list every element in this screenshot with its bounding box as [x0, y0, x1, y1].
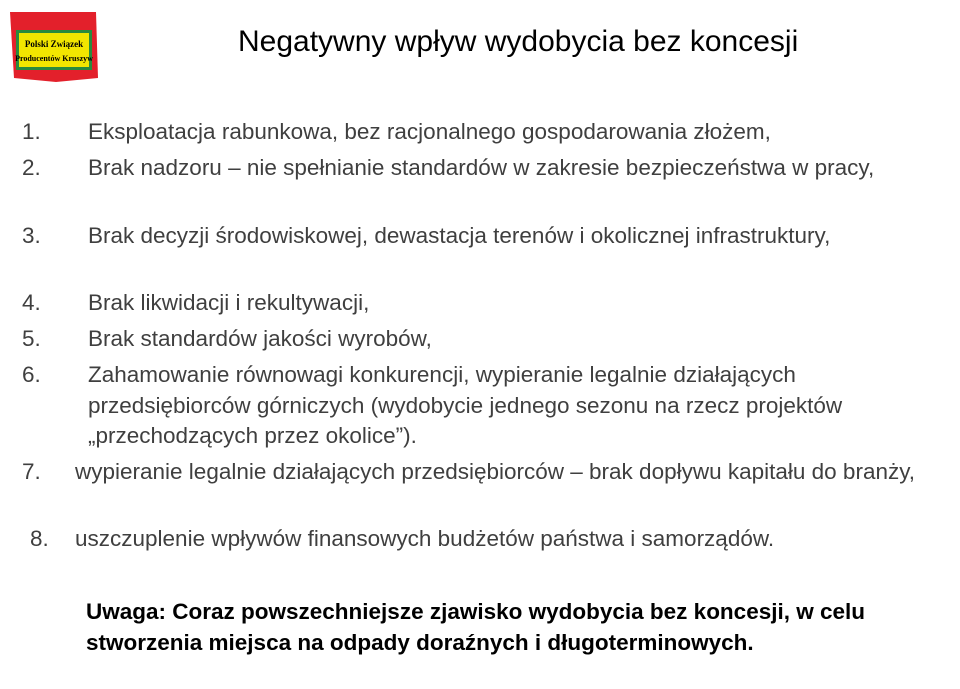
item-text: Brak decyzji środowiskowej, dewastacja terenów i okolicznej infrastruktury, — [88, 223, 831, 248]
item-number: 1. — [22, 119, 41, 144]
logo-line-2: Producentów Kruszyw — [15, 54, 93, 63]
logo-graphic — [6, 6, 106, 86]
warning-note: Uwaga: Coraz powszechniejsze zjawisko wydobycia bez koncesji, w celu stworzenia miejsca na odpady doraźnych i długoterminowych. — [86, 599, 865, 655]
item-number: 8. — [30, 526, 49, 551]
item-text: Brak likwidacji i rekultywacji, — [88, 290, 370, 315]
item-text: Brak nadzoru – nie spełnianie standardów w zakresie bezpieczeństwa w pracy, — [88, 155, 875, 180]
logo-line-1: Polski Związek — [24, 39, 84, 49]
slide-title: Negatywny wpływ wydobycia bez koncesji — [238, 25, 799, 58]
association-logo — [6, 6, 106, 86]
item-number: 3. — [22, 223, 41, 248]
item-text: Zahamowanie równowagi konkurencji, wypieranie legalnie działających przedsiębiorców górniczych (wydobycie jednego sezonu na rzecz projektów „przechodzących przez okolice”). — [88, 362, 843, 448]
item-text: Brak standardów jakości wyrobów, — [88, 326, 432, 351]
item-number: 6. — [22, 362, 41, 387]
item-number: 5. — [22, 326, 41, 351]
item-number: 4. — [22, 290, 41, 315]
item-number: 2. — [22, 155, 41, 180]
item-text: Eksploatacja rabunkowa, bez racjonalnego gospodarowania złożem, — [88, 119, 771, 144]
item-text: uszczuplenie wpływów finansowych budżetów państwa i samorządów. — [75, 526, 775, 551]
item-text: wypieranie legalnie działających przedsiębiorców – brak dopływu kapitału do branży, — [75, 459, 916, 484]
item-number: 7. — [22, 459, 41, 484]
